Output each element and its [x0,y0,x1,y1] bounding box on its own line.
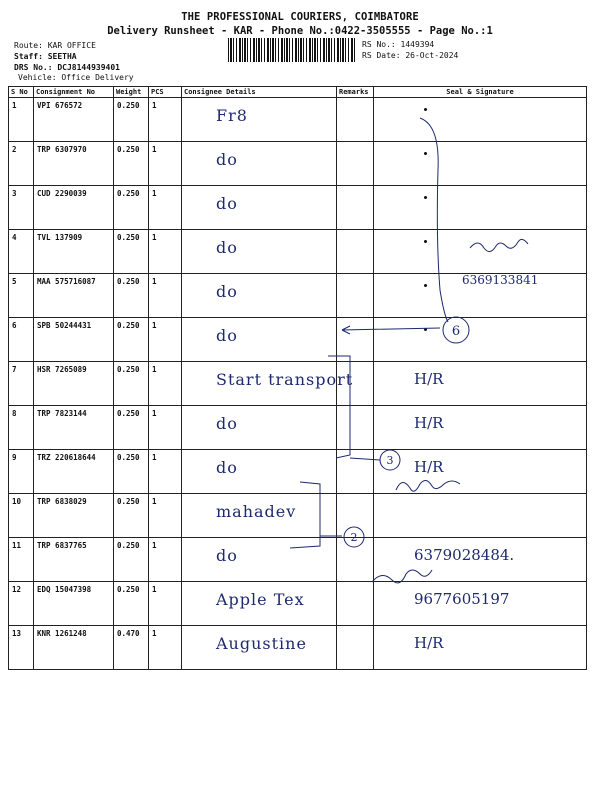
row-sno-text: 7 [12,365,17,374]
row-sno-text: 10 [12,497,22,506]
row-remarks [337,362,374,406]
route-label: Route: KAR OFFICE [14,41,96,50]
row-consignment-no: TRZ 220618644 [34,450,114,494]
row-seal-signature [374,494,587,538]
row-seal-signature [374,230,587,274]
row-sno [9,142,34,186]
table-header-row [9,87,587,98]
row-pcs: 1 [149,362,182,406]
col-header-remarks: Remarks [337,87,374,98]
row-sno-text: 6 [12,321,17,330]
row-pcs: 1 [149,450,182,494]
row-pcs: 1 [149,406,182,450]
table-row [9,230,587,274]
row-weight: 0.250 [114,582,149,626]
row-consignment-no: MAA 575716087 [34,274,114,318]
row-consignment-no: TRP 7823144 [34,406,114,450]
row-seal-signature [374,142,587,186]
row-consignment-no: EDQ 15047398 [34,582,114,626]
row-weight: 0.250 [114,274,149,318]
row-sno [9,626,34,670]
consignee-handwriting: Apple Tex [216,590,305,609]
row-weight: 0.470 [114,626,149,670]
barcode [228,38,356,62]
row-weight: 0.250 [114,230,149,274]
row-sno-text: 1 [12,101,17,110]
row-sno [9,406,34,450]
group-circle-b-text: 3 [386,454,394,467]
table-row [9,98,587,142]
row-pcs: 1 [149,274,182,318]
pen-dot [424,284,427,287]
row-consignee-details [182,582,337,626]
row-remarks [337,230,374,274]
row-seal-signature [374,318,587,362]
row-sno [9,186,34,230]
pen-dot [424,240,427,243]
row-consignee-details [182,494,337,538]
row-consignee-details [182,142,337,186]
row-pcs: 1 [149,142,182,186]
row-sno [9,318,34,362]
consignee-handwriting: Fr8 [216,106,248,125]
table-row [9,186,587,230]
col-header-consignment: Consignment No [34,87,114,98]
consignee-handwriting: do [216,282,238,301]
row-remarks [337,582,374,626]
row-remarks [337,450,374,494]
row-consignee-details [182,274,337,318]
pen-dot [424,196,427,199]
row-weight: 0.250 [114,362,149,406]
row-seal-signature [374,274,587,318]
row-weight: 0.250 [114,538,149,582]
row-seal-signature [374,406,587,450]
consignee-handwriting: do [216,238,238,257]
row-consignment-no: KNR 1261248 [34,626,114,670]
table-row [9,362,587,406]
signature-handwriting: H/R [414,458,444,476]
row-consignee-details [182,98,337,142]
row-seal-signature [374,538,587,582]
row-seal-signature [374,98,587,142]
consignee-handwriting: Augustine [216,634,307,653]
row-sno-text: 2 [12,145,17,154]
row-consignee-details [182,406,337,450]
row-sno [9,274,34,318]
row-pcs: 1 [149,626,182,670]
row-pcs: 1 [149,98,182,142]
signature-handwriting: H/R [414,414,444,432]
row-consignment-no: VPI 676572 [34,98,114,142]
pen-dot [424,328,427,331]
row-sno [9,450,34,494]
row-remarks [337,406,374,450]
row-consignment-no: CUD 2290039 [34,186,114,230]
table-row [9,626,587,670]
drs-number: DRS No.: DCJ8144939401 [14,63,120,72]
col-header-sno: S No [9,87,34,98]
row-remarks [337,274,374,318]
row-pcs: 1 [149,186,182,230]
row-pcs: 1 [149,538,182,582]
row-weight: 0.250 [114,406,149,450]
row-sno-text: 4 [12,233,17,242]
row-consignment-no: TRP 6838029 [34,494,114,538]
col-header-consignee: Consignee Details [182,87,337,98]
row-weight: 0.250 [114,98,149,142]
row-consignee-details [182,450,337,494]
runsheet-table [8,86,587,670]
row-sno [9,538,34,582]
row-seal-signature [374,186,587,230]
row-seal-signature [374,362,587,406]
row-sno [9,230,34,274]
row-sno [9,362,34,406]
row-consignment-no: TRP 6837765 [34,538,114,582]
row-consignee-details [182,230,337,274]
row-weight: 0.250 [114,186,149,230]
col-header-pcs: PCS [149,87,182,98]
row-consignment-no: TVL 137909 [34,230,114,274]
consignee-handwriting: do [216,150,238,169]
table-row [9,494,587,538]
consignee-handwriting: do [216,546,238,565]
row-pcs: 1 [149,494,182,538]
consignee-handwriting: mahadev [216,502,297,521]
row-weight: 0.250 [114,450,149,494]
phone-note: 6369133841 [462,273,539,287]
signature-handwriting: H/R [414,634,444,652]
row-consignee-details [182,538,337,582]
row-sno [9,98,34,142]
rs-date: RS Date: 26-Oct-2024 [362,51,459,60]
row-weight: 0.250 [114,494,149,538]
row-sno-text: 9 [12,453,17,462]
row-remarks [337,626,374,670]
row-sno-text: 8 [12,409,17,418]
row-consignee-details [182,186,337,230]
signature-handwriting: 9677605197 [414,590,510,608]
row-remarks [337,538,374,582]
row-remarks [337,142,374,186]
row-consignment-no: TRP 6307970 [34,142,114,186]
row-weight: 0.250 [114,142,149,186]
group-circle-a-text: 6 [451,324,461,339]
table-row [9,274,587,318]
row-consignment-no: HSR 7265089 [34,362,114,406]
pen-dot [424,108,427,111]
table-row [9,450,587,494]
group-circle-c-text: 2 [350,531,358,544]
table-row [9,142,587,186]
table-row [9,538,587,582]
row-sno-text: 3 [12,189,17,198]
col-header-weight: Weight [114,87,149,98]
pen-dot [424,152,427,155]
staff-label: Staff: SEETHA [14,52,77,61]
consignee-handwriting: do [216,194,238,213]
row-remarks [337,318,374,362]
row-seal-signature [374,582,587,626]
row-seal-signature [374,626,587,670]
row-sno-text: 5 [12,277,17,286]
row-weight: 0.250 [114,318,149,362]
consignee-handwriting: do [216,326,238,345]
table-row [9,406,587,450]
row-consignee-details [182,626,337,670]
signature-handwriting: 6379028484. [414,546,515,564]
consignee-handwriting: Start transport [216,370,354,389]
row-sno-text: 13 [12,629,22,638]
row-remarks [337,186,374,230]
row-sno-text: 12 [12,585,22,594]
row-remarks [337,494,374,538]
table-row [9,582,587,626]
company-name: THE PROFESSIONAL COURIERS, COIMBATORE [181,11,419,23]
row-pcs: 1 [149,318,182,362]
row-consignee-details [182,362,354,406]
signature-handwriting: H/R [414,370,444,388]
vehicle-label: Vehicle: Office Delivery [18,73,134,82]
row-seal-signature [374,450,587,494]
row-remarks [337,98,374,142]
col-header-signature: Seal & Signature [374,87,587,98]
row-consignment-no: SPB 50244431 [34,318,114,362]
rs-number: RS No.: 1449394 [362,40,435,49]
row-consignee-details [182,318,337,362]
row-pcs: 1 [149,582,182,626]
runsheet-title: Delivery Runsheet - KAR - Phone No.:0422-3505555 - Page No.:1 [107,25,493,37]
row-pcs: 1 [149,230,182,274]
table-row [9,318,587,362]
row-sno [9,494,34,538]
consignee-handwriting: do [216,458,238,477]
row-sno-text: 11 [12,541,22,550]
row-sno [9,582,34,626]
consignee-handwriting: do [216,414,238,433]
